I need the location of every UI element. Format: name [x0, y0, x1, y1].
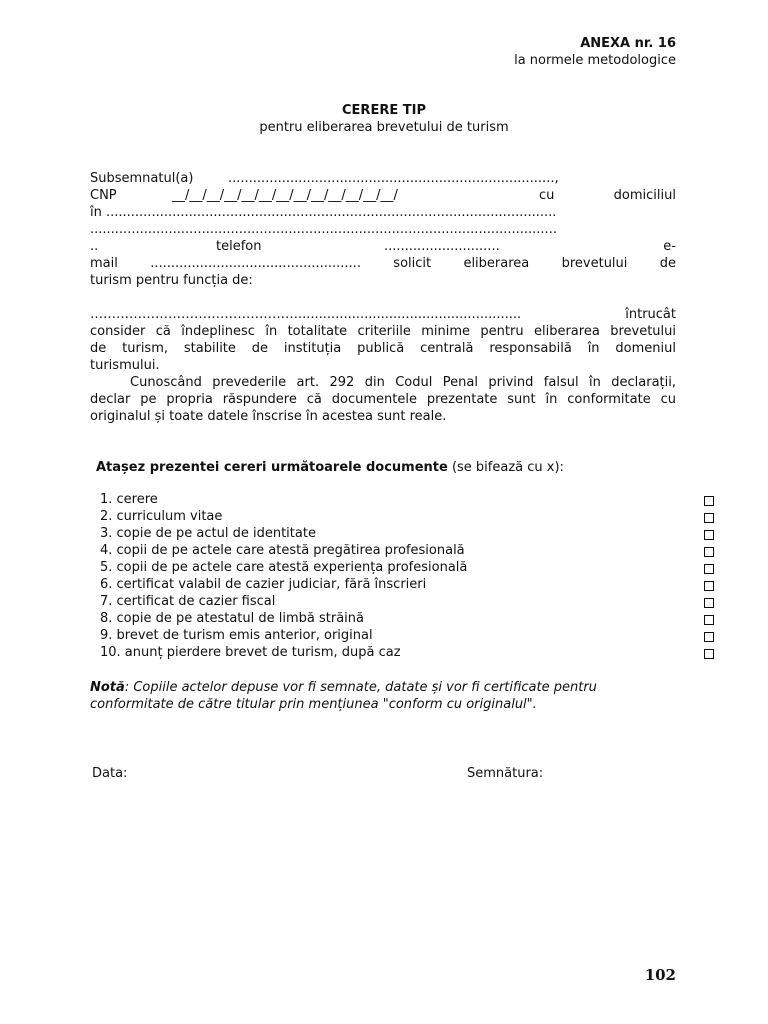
note-text-1: : Copiile actelor depuse vor fi semnate, datate și vor fi certificate pentru	[124, 680, 597, 695]
list-item: 3. copie de pe actul de identitate	[100, 526, 316, 541]
list-item: 9. brevet de turism emis anterior, original	[100, 628, 373, 643]
declaration-line-3: originalul și toate datele înscrise în acestea sunt reale.	[90, 409, 447, 424]
cnp-field[interactable]: __/__/__/__/__/__/__/__/__/__/__/__/__/	[172, 188, 398, 203]
checkbox-language[interactable]	[704, 615, 714, 625]
list-item: 2. curriculum vitae	[100, 509, 223, 524]
cnp-label: CNP	[90, 188, 117, 203]
list-item: 5. copii de pe actele care atestă experiența profesională	[100, 560, 468, 575]
checkbox-criminal-record[interactable]	[704, 581, 714, 591]
note-label: Notă	[90, 680, 125, 695]
note-line-2: conformitate de către titular prin mențiunea "conform cu originalul".	[90, 697, 537, 712]
function-label: turism pentru funcția de:	[90, 273, 253, 288]
attachments-heading-note: (se bifează cu x):	[447, 460, 564, 475]
applicant-name-field[interactable]: ...............................................................................,	[228, 171, 559, 186]
list-item: 4. copii de pe actele care atestă pregătirea profesională	[100, 543, 465, 558]
form-subtitle: pentru eliberarea brevetului de turism	[259, 120, 509, 135]
criteria-line-1: consider că îndeplinesc în totalitate criteriile minime pentru eliberarea brevetului	[90, 324, 676, 339]
list-item: 6. certificat valabil de cazier judiciar, fără înscrieri	[100, 577, 427, 592]
dots-fragment: ..	[90, 239, 99, 254]
declaration-line-1: Cunoscând prevederile art. 292 din Codul Penal privind falsul în declarații,	[130, 375, 676, 390]
checkbox-experience[interactable]	[704, 564, 714, 574]
domiciliul-word: domiciliul	[613, 188, 676, 203]
address-field-continued[interactable]: .................................................................................................................	[90, 222, 557, 237]
attachments-heading	[96, 460, 564, 475]
date-label: Data:	[92, 766, 128, 781]
attachments-heading-bold: Atașez prezentei cereri următoarele documente	[96, 460, 448, 475]
phone-field[interactable]: ............................	[384, 239, 500, 254]
applicant-label: Subsemnatul(a)	[90, 171, 194, 186]
checkbox-curriculum[interactable]	[704, 513, 714, 523]
email-label-start: e-	[663, 239, 676, 254]
list-item: 10. anunț pierdere brevet de turism, după caz	[100, 645, 401, 660]
criteria-line-3: turismului.	[90, 358, 160, 373]
list-item: 1. cerere	[100, 492, 158, 507]
checkbox-loss-notice[interactable]	[704, 649, 714, 659]
checkbox-fiscal-record[interactable]	[704, 598, 714, 608]
list-item: 7. certificat de cazier fiscal	[100, 594, 276, 609]
email-line: mail ................................................... solicit eliberarea brevetului de	[90, 256, 676, 271]
page-number: 102	[644, 966, 676, 984]
cu-word: cu	[539, 188, 555, 203]
criteria-line-2: de turism, stabilite de instituția publică centrală responsabilă în domeniul	[90, 341, 676, 356]
checkbox-training[interactable]	[704, 547, 714, 557]
form-title: CERERE TIP	[342, 103, 426, 118]
address-field[interactable]: în .............................................................................................................	[90, 205, 557, 220]
phone-label: telefon	[216, 239, 262, 254]
signature-label: Semnătura:	[467, 766, 544, 781]
declaration-line-2: declar pe propria răspundere că documentele prezentate sunt în conformitate cu	[90, 392, 676, 407]
checkbox-previous-brevet[interactable]	[704, 632, 714, 642]
intrucat-word: întrucât	[625, 307, 676, 322]
checkbox-cerere[interactable]	[704, 496, 714, 506]
note-line-1	[90, 680, 597, 695]
function-field[interactable]: …………………………………………......................................................	[90, 307, 522, 322]
checkbox-identity[interactable]	[704, 530, 714, 540]
annex-subtitle: la normele metodologice	[514, 53, 676, 68]
annex-title: ANEXA nr. 16	[580, 36, 676, 51]
list-item: 8. copie de pe atestatul de limbă străină	[100, 611, 364, 626]
